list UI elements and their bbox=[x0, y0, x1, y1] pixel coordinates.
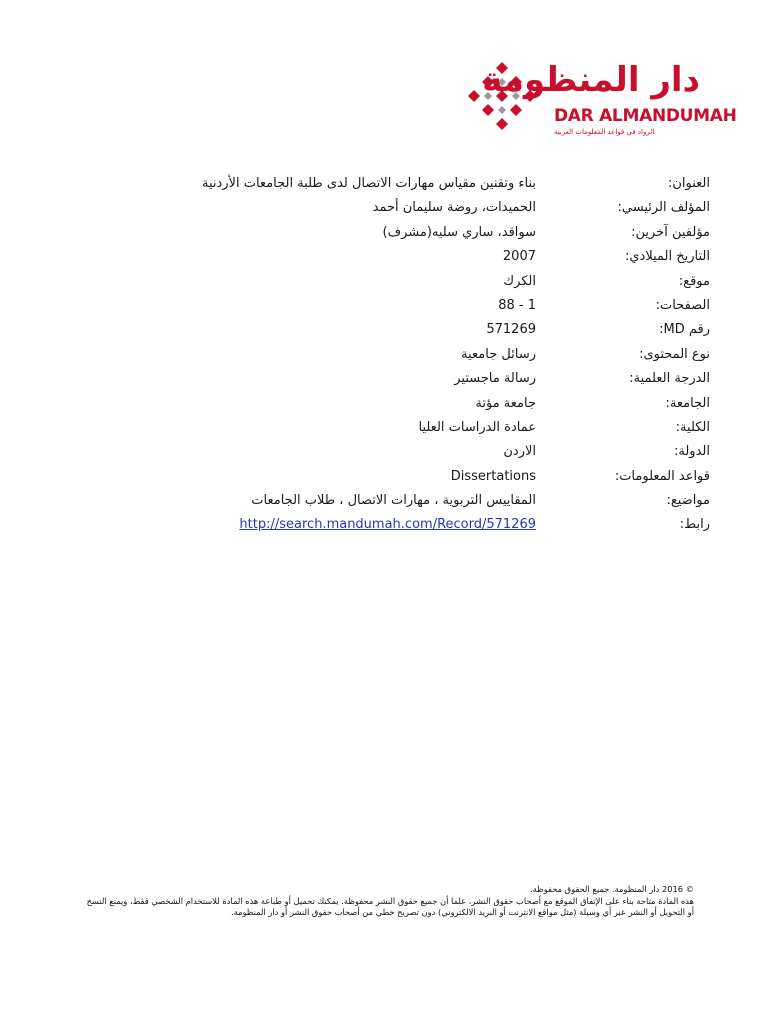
field-value: سواقد، ساري سليه(مشرف) bbox=[382, 224, 536, 240]
logo-diamond bbox=[498, 106, 506, 114]
field-value: جامعة مؤتة bbox=[475, 395, 536, 411]
record-row bbox=[150, 176, 710, 200]
field-value: رسالة ماجستير bbox=[454, 371, 536, 387]
field-label: العنوان: bbox=[667, 176, 710, 191]
field-label: الكلية: bbox=[675, 419, 710, 435]
field-value: 88 - 1 bbox=[498, 297, 536, 313]
record-row bbox=[150, 200, 710, 224]
record-row bbox=[150, 347, 710, 371]
logo-diamond bbox=[510, 104, 522, 116]
logo-tagline: الرواد في قواعد المعلومات العربية bbox=[554, 128, 655, 136]
copyright-notice bbox=[82, 884, 694, 919]
record-row bbox=[150, 371, 710, 395]
field-label: الدرجة العلمية: bbox=[629, 371, 710, 387]
field-label: نوع المحتوى: bbox=[639, 346, 710, 362]
record-row bbox=[150, 493, 710, 517]
record-row bbox=[150, 420, 710, 444]
field-value: الاردن bbox=[503, 444, 536, 460]
field-label: مؤلفين آخرين: bbox=[631, 224, 710, 240]
field-label: الدولة: bbox=[674, 444, 710, 460]
logo-arabic-name: دار المنظومة bbox=[482, 60, 700, 100]
logo-diamond bbox=[496, 118, 508, 130]
field-value: الحميدات، روضة سليمان أحمد bbox=[372, 200, 536, 216]
field-value: عمادة الدراسات العليا bbox=[418, 419, 536, 435]
record-row bbox=[150, 469, 710, 493]
field-value: بناء وتقنين مقياس مهارات الاتصال لدى طلبة الجامعات الأردنية bbox=[201, 176, 536, 191]
field-label: رابط: bbox=[679, 517, 710, 533]
field-label: مواضيع: bbox=[666, 493, 710, 509]
field-label: المؤلف الرئيسي: bbox=[617, 200, 710, 216]
field-value: الكرك bbox=[503, 273, 536, 289]
record-row bbox=[150, 517, 710, 541]
field-value: 571269 bbox=[486, 322, 536, 338]
logo-english-name: DAR ALMANDUMAH bbox=[554, 106, 737, 126]
publisher-logo bbox=[462, 60, 737, 140]
field-value: المقاييس التربوية ، مهارات الاتصال ، طلاب الجامعات bbox=[251, 493, 536, 509]
record-row bbox=[150, 249, 710, 273]
field-value: Dissertations bbox=[450, 468, 536, 484]
record-row bbox=[150, 274, 710, 298]
field-label: قواعد المعلومات: bbox=[614, 468, 710, 484]
record-row bbox=[150, 225, 710, 249]
record-link[interactable]: http://search.mandumah.com/Record/571269 bbox=[239, 517, 536, 533]
record-row bbox=[150, 396, 710, 420]
field-label: الجامعة: bbox=[665, 395, 710, 411]
logo-diamond bbox=[482, 104, 494, 116]
field-label: موقع: bbox=[678, 273, 710, 289]
record-row bbox=[150, 322, 710, 346]
field-value: 2007 bbox=[502, 249, 536, 265]
record-row bbox=[150, 298, 710, 322]
field-label: رقم MD: bbox=[659, 322, 710, 338]
logo-diamond bbox=[468, 90, 480, 102]
field-label: التاريخ الميلادي: bbox=[625, 249, 710, 265]
record-metadata bbox=[150, 176, 710, 542]
field-label: الصفحات: bbox=[655, 297, 710, 313]
usage-notice: هذه المادة متاحة بناء على الإتفاق الموقع مع أصحاب حقوق النشر، علما أن جميع حقوق النشر محفوظة. يمكنك تحميل أو طباعة هذه المادة للاستخدام الشخصي فقط، ويمنع النسخ أو التحويل أو النشر عبر أي وسيلة (مثل مواقع الانترنت أو البريد الالكتروني) دون تصريح خطي من أصحاب حقوق النشر أو دار المنظومة. bbox=[86, 895, 694, 917]
copyright-line: © 2016 دار المنظومة. جميع الحقوق محفوظة. bbox=[530, 884, 694, 894]
record-row bbox=[150, 444, 710, 468]
field-value: رسائل جامعية bbox=[461, 346, 536, 362]
